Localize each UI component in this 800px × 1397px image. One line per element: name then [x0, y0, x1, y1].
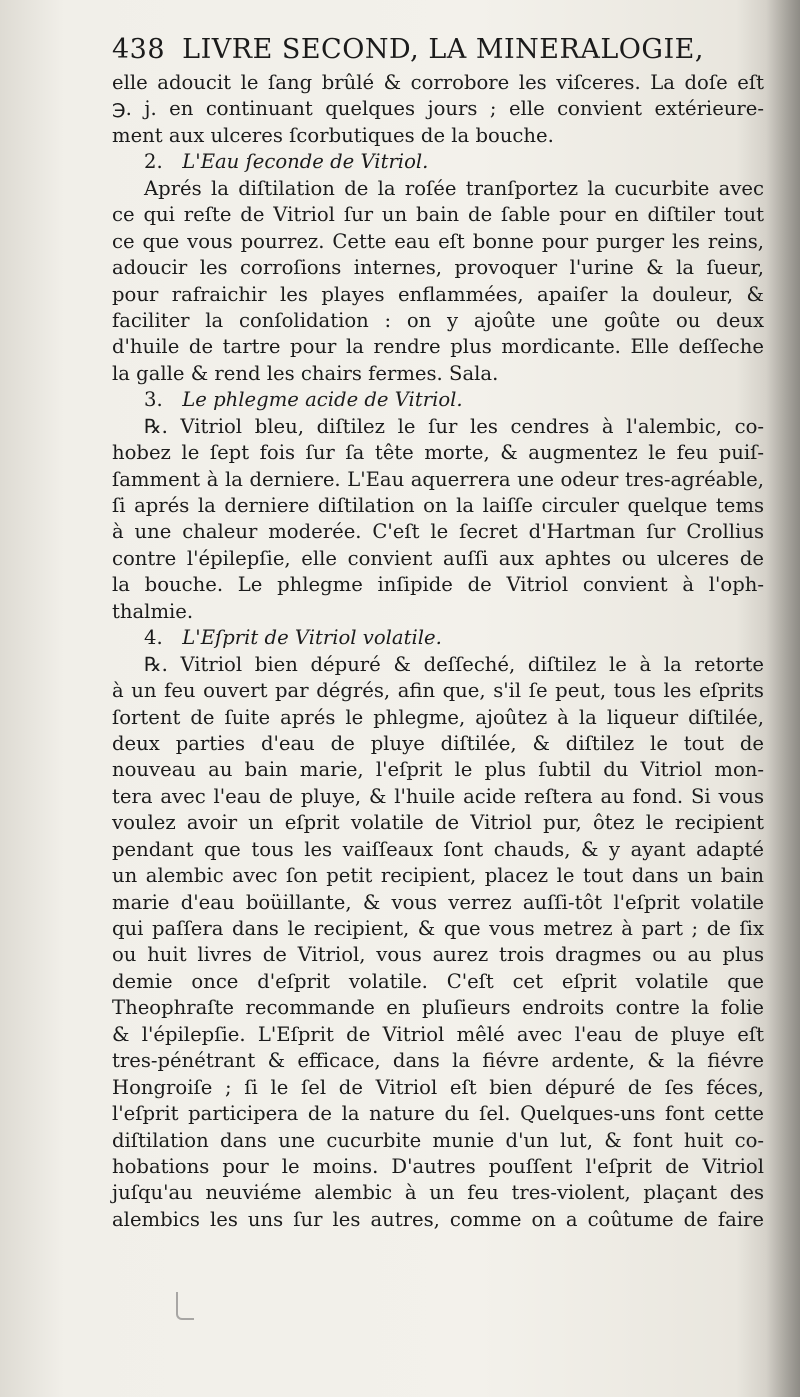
page-edge-shadow: [766, 0, 800, 1397]
text-line: nouveau au bain marie, l'eſprit le plus ſubtil du Vitriol mon-: [112, 758, 764, 782]
text-line: ment aux ulceres ſcorbutiques de la bouche.: [112, 123, 554, 147]
text-line: ce qui reſte de Vitriol ſur un bain de ſable pour en diſtiler tout: [112, 203, 764, 227]
text-line: ce que vous pourrez. Cette eau eſt bonne pour purger les reins,: [112, 229, 764, 253]
text-line: d'huile de tartre pour la rendre plus mordicante. Elle deſſeche: [112, 335, 764, 359]
text-line: pendant que tous les vaiſſeaux ſont chauds, & y ayant adapté: [112, 837, 764, 861]
section-heading: [112, 149, 764, 175]
running-title: LIVRE SECOND, LA MINERALOGIE,: [182, 34, 704, 65]
page-number: 438: [112, 34, 166, 65]
text-line: faciliter la conſolidation : on y ajoûte une goûte ou deux: [112, 308, 764, 332]
text-line: contre l'épilepſie, elle convient auſſi aux aphtes ou ulceres de: [112, 546, 764, 570]
text-line: & l'épilepſie. L'Eſprit de Vitriol mêlé avec l'eau de pluye eſt: [112, 1022, 764, 1046]
text-line: elle adoucit le ſang brûlé & corrobore les viſceres. La doſe eſt: [112, 71, 764, 94]
text-line: tera avec l'eau de pluye, & l'huile acide reſtera au fond. Si vous: [112, 784, 764, 808]
text-line: Hongroiſe ; ſi le ſel de Vitriol eſt bien dépuré de ſes féces,: [112, 1075, 764, 1099]
text-line: à un feu ouvert par dégrés, afin que, s'il ſe peut, tous les eſprits: [112, 679, 764, 703]
text-line: ℞. Vitriol bien dépuré & deſſeché, diſtilez le à la retorte: [144, 652, 764, 676]
text-line: ſi aprés la derniere diſtilation on la laiſſe circuler quelque tems: [112, 494, 764, 517]
text-line: qui paſſera dans le recipient, & que vous metrez à part ; de ſix: [112, 917, 764, 940]
text-line: ou huit livres de Vitriol, vous aurez trois dragmes ou au plus: [112, 943, 764, 967]
section-number: 4.: [144, 626, 163, 650]
text-line: diſtilation dans une cucurbite munie d'un lut, & font huit co-: [112, 1128, 764, 1152]
text-line: juſqu'au neuviéme alembic à un feu tres-violent, plaçant des: [112, 1181, 764, 1205]
text-line: tres-pénétrant & efficace, dans la fiévre ardente, & la fiévre: [112, 1049, 764, 1073]
text-block: [112, 30, 764, 1233]
text-line: l'eſprit participera de la nature du ſel. Quelques-uns font cette: [112, 1102, 764, 1126]
text-line: thalmie.: [112, 599, 194, 623]
section-title: Le phlegme acide de Vitriol.: [182, 388, 463, 412]
text-line: alembics les uns ſur les autres, comme on a coûtume de faire: [112, 1207, 764, 1231]
text-line: un alembic avec ſon petit recipient, placez le tout dans un bain: [112, 864, 764, 888]
text-line: adoucir les corroſions internes, provoquer l'urine & la ſueur,: [112, 256, 764, 280]
running-header: [112, 30, 764, 70]
text-line: demie once d'eſprit volatile. C'eſt cet eſprit volatile que: [112, 969, 764, 993]
text-line: marie d'eau boüillante, & vous verrez auſſi-tôt l'eſprit volatile: [112, 890, 764, 914]
text-line: à une chaleur moderée. C'eſt le ſecret d'Hartman ſur Crollius: [112, 520, 764, 544]
text-line: ℞. Vitriol bleu, diſtilez le ſur les cendres à l'alembic, co-: [144, 414, 764, 438]
text-line: Aprés la diſtilation de la roſée tranſportez la cucurbite avec: [144, 176, 764, 200]
text-line: la bouche. Le phlegme inſipide de Vitriol convient à l'oph-: [112, 573, 764, 597]
text-line: ſamment à la derniere. L'Eau aquerrera une odeur tres-agréable,: [112, 467, 764, 491]
section-number: 2.: [144, 150, 163, 174]
text-line: ſortent de ſuite aprés le phlegme, ajoûtez à la liqueur diſtilée,: [112, 705, 764, 729]
text-line: voulez avoir un eſprit volatile de Vitriol pur, ôtez le recipient: [112, 811, 764, 835]
section-heading: [112, 387, 764, 413]
text-line: deux parties d'eau de pluye diſtilée, & diſtilez le tout de: [112, 731, 764, 755]
text-line: pour rafraichir les playes enflammées, apaiſer la douleur, &: [112, 282, 764, 306]
section-heading: [112, 625, 764, 651]
text-line: la galle & rend les chairs fermes. Sala.: [112, 361, 499, 385]
section-number: 3.: [144, 388, 163, 412]
body-text: [112, 70, 764, 1233]
text-line: hobations pour le moins. D'autres pouſſent l'eſprit de Vitriol: [112, 1154, 764, 1178]
text-line: Theophraſte recommande en pluſieurs endroits contre la folie: [112, 996, 764, 1020]
section-title: L'Eau ſeconde de Vitriol.: [182, 150, 429, 174]
section-title: L'Eſprit de Vitriol volatile.: [182, 626, 442, 650]
text-line: ℈. j. en continuant quelques jours ; elle convient extérieure-: [112, 97, 764, 121]
ink-mark: [176, 1292, 194, 1320]
text-line: hobez le ſept fois ſur ſa tête morte, & augmentez le feu puiſ-: [112, 441, 764, 465]
